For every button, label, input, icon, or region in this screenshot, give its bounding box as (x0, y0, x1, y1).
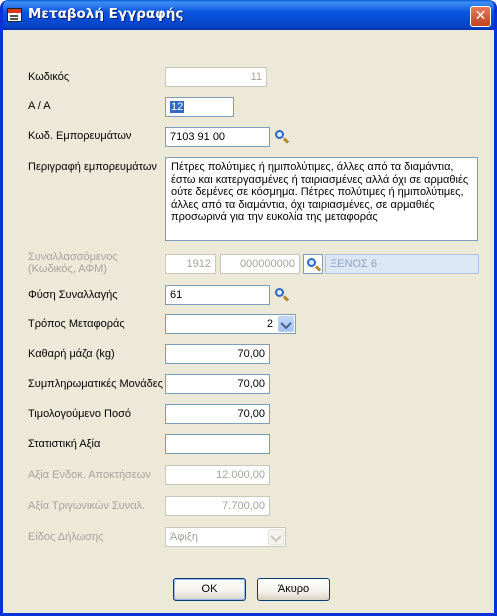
goods-desc-textarea[interactable]: Πέτρες πολύτιμες ή ημιπολύτιμες, άλλες από τα διαμάντια, έστω και κατεργασμένες ή ταιριασμένες αλλά όχι σε αρμαθιές ούτε δεμένες σε κόσμημα. Πέτρες πολύτιμες ή ημιπολύτιμες, άλλες από τα διαμάντια, όχι ταιριασμένες, σε αρμαθιές προσωρινά για την ευκολία της μεταφοράς (165, 157, 478, 241)
net-mass-field[interactable]: 70,00 (165, 344, 270, 364)
declaration-type-value: Άφιξη (170, 531, 198, 543)
supplementary-units-label: Συμπληρωματικές Μονάδες (28, 378, 163, 390)
third-country-label: Αξία Τριγωνικών Συναλ. (28, 500, 146, 512)
transaction-nature-lookup-icon[interactable] (274, 287, 290, 303)
declaration-type-label: Είδος Δήλωσης (28, 531, 104, 543)
aa-label: Α / Α (28, 100, 51, 112)
code-field: 11 (165, 67, 267, 87)
counterparty-label (28, 251, 118, 275)
transaction-nature-field[interactable]: 61 (165, 285, 270, 305)
chevron-down-icon[interactable] (278, 316, 294, 332)
window-title: Μεταβολή Εγγραφής (28, 6, 184, 22)
statistical-value-label: Στατιστική Αξία (28, 438, 101, 450)
title-bar[interactable] (0, 0, 497, 30)
chevron-down-icon (268, 529, 284, 545)
supplementary-units-field[interactable]: 70,00 (165, 374, 270, 394)
ok-button[interactable]: OK (173, 578, 246, 601)
counterparty-label-line1: Συναλλασσόμενος (28, 251, 118, 263)
declaration-type-select (165, 527, 286, 547)
goods-desc-label: Περιγραφή εμπορευμάτων (28, 161, 157, 173)
invoiced-amount-label: Τιμολογούμενο Ποσό (28, 408, 131, 420)
counterparty-label-line2: (Κωδικός, ΑΦΜ) (28, 263, 107, 275)
goods-code-lookup-icon[interactable] (274, 129, 290, 145)
form-icon (7, 8, 22, 22)
invoiced-amount-field[interactable]: 70,00 (165, 404, 270, 424)
transport-mode-select[interactable] (165, 314, 296, 334)
code-label: Κωδικός (28, 71, 70, 83)
goods-code-field[interactable]: 7103 91 00 (165, 127, 270, 147)
close-button[interactable]: ✕ (470, 6, 491, 27)
counterparty-name-field: ΞΕΝΟΣ 6 (325, 254, 479, 274)
net-mass-label: Καθαρή μάζα (kg) (28, 348, 115, 360)
counterparty-code-field: 1912 (165, 254, 216, 274)
transport-mode-value: 2 (266, 318, 273, 330)
goods-code-label: Κωδ. Εμπορευμάτων (28, 130, 132, 142)
transaction-nature-label: Φύση Συναλλαγής (28, 289, 118, 301)
intra-acquisitions-field: 12.000,00 (165, 465, 270, 485)
counterparty-afm-field: 000000000 (220, 254, 300, 274)
cancel-button[interactable]: Άκυρο (257, 578, 330, 601)
transport-mode-label: Τρόπος Μεταφοράς (28, 318, 125, 330)
counterparty-lookup-icon[interactable] (303, 254, 323, 274)
third-country-field: 7.700,00 (165, 496, 270, 516)
aa-value: 12 (171, 101, 184, 113)
intra-acquisitions-label: Αξία Ενδοκ. Αποκτήσεων (28, 469, 151, 481)
aa-field[interactable] (165, 97, 234, 117)
statistical-value-field[interactable] (165, 434, 270, 454)
